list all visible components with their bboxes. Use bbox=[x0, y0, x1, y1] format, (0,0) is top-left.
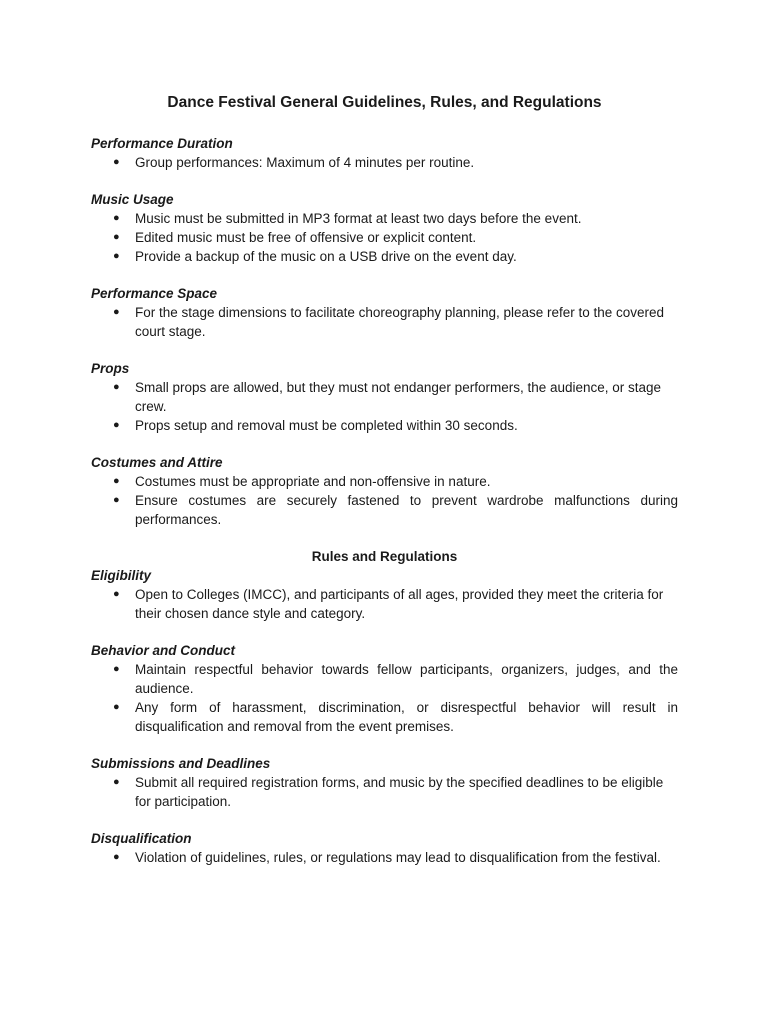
bullet-icon: ● bbox=[113, 156, 120, 168]
list-item-text: For the stage dimensions to facilitate choreography planning, please refer to the covered court stage. bbox=[135, 305, 665, 339]
list-item-text: Costumes must be appropriate and non-offensive in nature. bbox=[135, 474, 491, 489]
section-heading: Costumes and Attire bbox=[91, 455, 223, 470]
list-item-text: Any form of harassment, discrimination, or disrespectful behavior will result in disqualification and removal from the event premises. bbox=[135, 700, 678, 734]
list-item-text: Group performances: Maximum of 4 minutes per routine. bbox=[135, 155, 475, 170]
bullet-icon: ● bbox=[113, 419, 120, 431]
rules-heading: Rules and Regulations bbox=[311, 549, 458, 564]
list-item bbox=[91, 660, 678, 698]
list-item bbox=[91, 773, 678, 811]
section-heading: Eligibility bbox=[91, 568, 152, 583]
bullet-list bbox=[91, 209, 678, 266]
document-title: Dance Festival General Guidelines, Rules, and Regulations bbox=[167, 94, 602, 111]
list-item-text: Ensure costumes are securely fastened to prevent wardrobe malfunctions during performances. bbox=[135, 493, 678, 527]
bullet-list bbox=[91, 585, 678, 623]
section-performance-space bbox=[91, 284, 678, 341]
list-item bbox=[91, 228, 678, 247]
section-eligibility bbox=[91, 566, 678, 623]
bullet-list bbox=[91, 773, 678, 811]
bullet-icon: ● bbox=[113, 231, 120, 243]
bullet-icon: ● bbox=[113, 776, 120, 788]
bullet-icon: ● bbox=[113, 306, 120, 318]
list-item bbox=[91, 585, 678, 623]
list-item-text: Edited music must be free of offensive or explicit content. bbox=[135, 230, 477, 245]
bullet-icon: ● bbox=[113, 475, 120, 487]
list-item bbox=[91, 378, 678, 416]
section-heading: Disqualification bbox=[91, 831, 192, 846]
list-item bbox=[91, 416, 678, 435]
section-heading: Music Usage bbox=[91, 192, 174, 207]
list-item bbox=[91, 472, 678, 491]
list-item-text: Small props are allowed, but they must not endanger performers, the audience, or stage crew. bbox=[135, 380, 662, 414]
section-props bbox=[91, 359, 678, 435]
bullet-list bbox=[91, 848, 678, 867]
list-item-text: Open to Colleges (IMCC), and participants of all ages, provided they meet the criteria for their chosen dance style and category. bbox=[135, 587, 664, 621]
list-item bbox=[91, 247, 678, 266]
section-heading: Submissions and Deadlines bbox=[91, 756, 271, 771]
section-heading: Props bbox=[91, 361, 130, 376]
list-item-text: Violation of guidelines, rules, or regulations may lead to disqualification from the festival. bbox=[135, 850, 661, 865]
list-item bbox=[91, 153, 678, 172]
bullet-icon: ● bbox=[113, 701, 120, 713]
list-item-text: Maintain respectful behavior towards fellow participants, organizers, judges, and the audience. bbox=[135, 662, 678, 696]
bullet-icon: ● bbox=[113, 851, 120, 863]
bullet-icon: ● bbox=[113, 588, 120, 600]
section-heading: Behavior and Conduct bbox=[91, 643, 236, 658]
list-item bbox=[91, 303, 678, 341]
bullet-list bbox=[91, 660, 678, 736]
section-music-usage bbox=[91, 190, 678, 266]
bullet-list bbox=[91, 303, 678, 341]
bullet-icon: ● bbox=[113, 494, 120, 506]
list-item bbox=[91, 698, 678, 736]
list-item bbox=[91, 848, 678, 867]
section-heading: Performance Duration bbox=[91, 136, 233, 151]
list-item-text: Provide a backup of the music on a USB drive on the event day. bbox=[135, 249, 517, 264]
list-item-text: Submit all required registration forms, and music by the specified deadlines to be eligible for participation. bbox=[135, 775, 664, 809]
bullet-icon: ● bbox=[113, 212, 120, 224]
bullet-list bbox=[91, 472, 678, 529]
section-disqualification bbox=[91, 829, 678, 867]
section-performance-duration bbox=[91, 134, 678, 172]
list-item-text: Music must be submitted in MP3 format at least two days before the event. bbox=[135, 211, 582, 226]
bullet-list bbox=[91, 378, 678, 435]
section-behavior-and-conduct bbox=[91, 641, 678, 736]
section-heading: Performance Space bbox=[91, 286, 218, 301]
section-costumes-and-attire bbox=[91, 453, 678, 529]
list-item bbox=[91, 491, 678, 529]
list-item bbox=[91, 209, 678, 228]
bullet-icon: ● bbox=[113, 381, 120, 393]
section-submissions-and-deadlines bbox=[91, 754, 678, 811]
bullet-list bbox=[91, 153, 678, 172]
list-item-text: Props setup and removal must be completed within 30 seconds. bbox=[135, 418, 518, 433]
bullet-icon: ● bbox=[113, 663, 120, 675]
bullet-icon: ● bbox=[113, 250, 120, 262]
